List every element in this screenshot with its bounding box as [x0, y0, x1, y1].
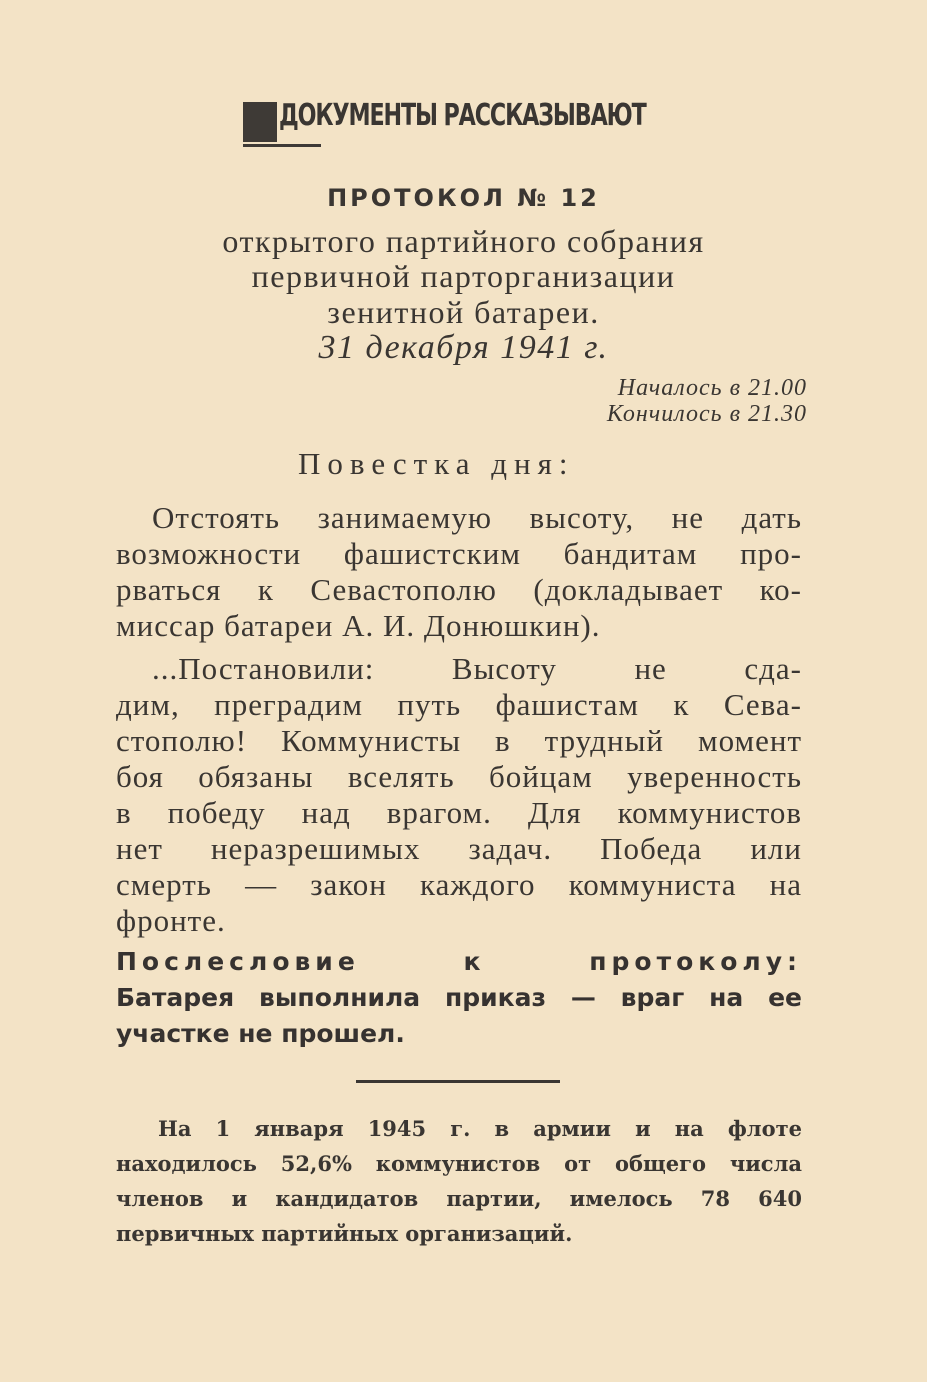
- protocol-date: 31 декабря 1941 г.: [318, 329, 609, 366]
- resolution-line: стополю! Коммунисты в трудный момент: [116, 723, 802, 758]
- rubric-title: ДОКУМЕНТЫ РАССКАЗЫВАЮТ: [279, 98, 646, 133]
- protocol-subtitle-line: первичной парторганизации: [251, 258, 676, 294]
- protocol-subtitle-line: зенитной батареи.: [327, 294, 600, 330]
- afterword-line: участке не прошел.: [116, 1019, 405, 1048]
- footnote-line: первичных партийных организаций.: [116, 1221, 573, 1246]
- end-time: Кончилось в 21.30: [606, 401, 807, 427]
- resolution-line: дим, преградим путь фашистам к Сева-: [116, 687, 802, 722]
- protocol-title: ПРОТОКОЛ № 12: [327, 184, 600, 212]
- resolution-line: нет неразрешимых задач. Победа или: [116, 831, 802, 866]
- afterword-line: Батарея выполнила приказ — враг на ее: [116, 983, 802, 1012]
- agenda-heading: Повестка дня:: [298, 446, 575, 481]
- resolution-line: боя обязаны вселять бойцам уверенность: [116, 759, 802, 794]
- rubric-block-mark: [243, 102, 277, 142]
- resolution-line: ...Постановили: Высоту не сда-: [152, 651, 802, 686]
- section-rubric: [243, 96, 673, 152]
- section-divider: [356, 1080, 560, 1083]
- footnote-line: членов и кандидатов партии, имелось 78 640: [116, 1186, 802, 1211]
- resolution-line: в победу над врагом. Для коммунистов: [116, 795, 802, 830]
- protocol-subtitle-line: открытого партийного собрания: [222, 223, 705, 259]
- afterword-heading: Послесловие к протоколу:: [116, 947, 802, 976]
- resolution-line: фронте.: [116, 903, 226, 938]
- resolution-line: смерть — закон каждого коммуниста на: [116, 867, 802, 902]
- footnote-line: находилось 52,6% коммунистов от общего числа: [116, 1151, 802, 1176]
- agenda-line: миссар батареи А. И. Донюшкин).: [116, 608, 601, 643]
- start-time: Началось в 21.00: [617, 375, 807, 401]
- agenda-line: возможности фашистским бандитам про-: [116, 536, 802, 571]
- agenda-line: Отстоять занимаемую высоту, не дать: [152, 500, 802, 535]
- footnote-line: На 1 января 1945 г. в армии и на флоте: [158, 1116, 802, 1141]
- rubric-underline: [243, 144, 321, 147]
- agenda-line: рваться к Севастополю (докладывает ко-: [116, 572, 802, 607]
